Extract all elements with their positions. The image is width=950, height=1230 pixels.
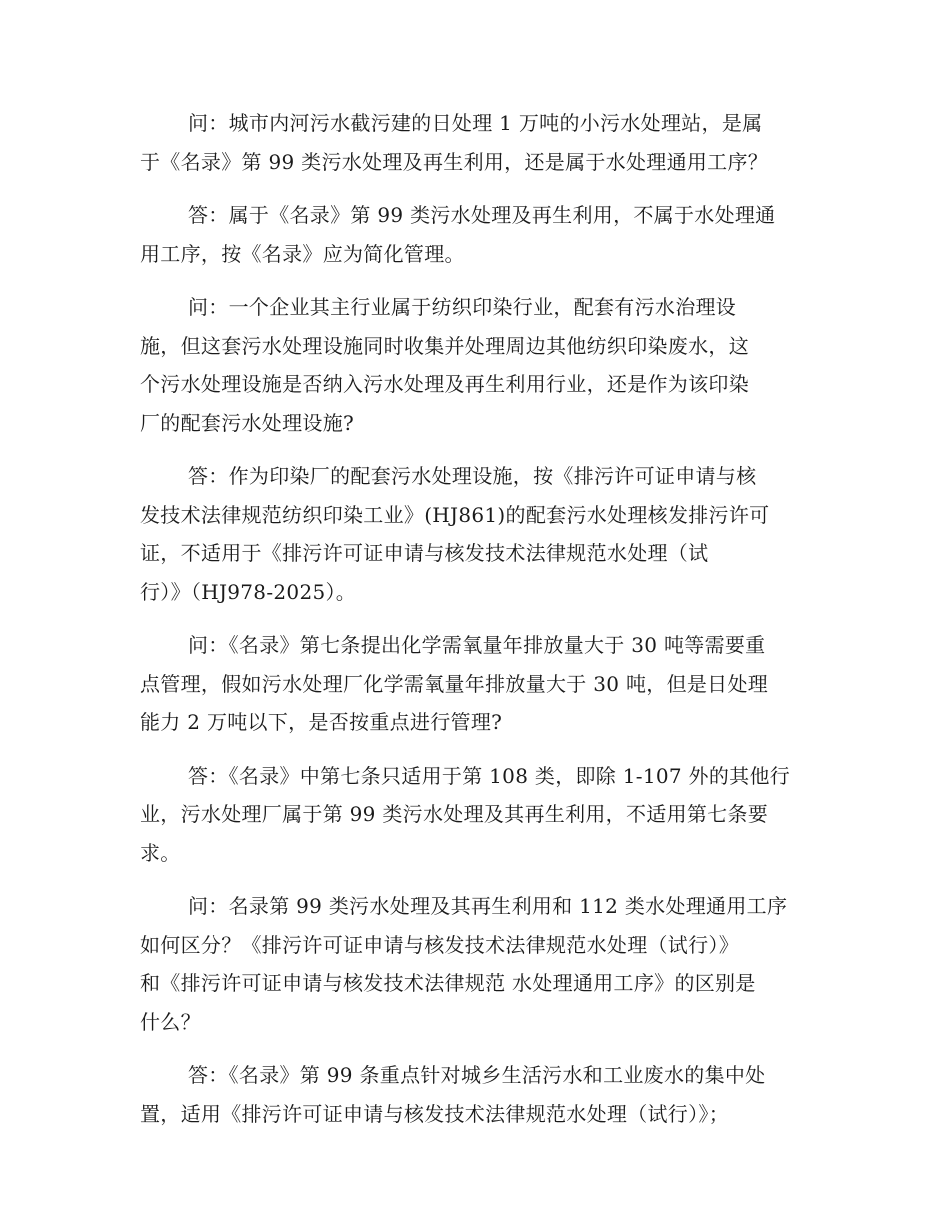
qa-question-1 <box>140 104 812 181</box>
paragraph-line: 于《名录》第 99 类污水处理及再生利用，还是属于水处理通用工序？ <box>140 149 769 174</box>
paragraph-line: 用工序，按《名录》应为简化管理。 <box>140 241 465 266</box>
qa-question-3 <box>140 626 812 742</box>
paragraph-line: 问：城市内河污水截污建的日处理 1 万吨的小污水处理站，是属 <box>188 111 763 135</box>
paragraph-line: 什么？ <box>140 1009 201 1034</box>
qa-answer-4 <box>140 1056 812 1133</box>
paragraph-line: 能力 2 万吨以下，是否按重点进行管理? <box>140 710 503 734</box>
paragraph-line: 和《排污许可证申请与核发技术法律规范 水处理通用工序》的区别是 <box>140 971 756 995</box>
paragraph-line: 厂的配套污水处理设施? <box>140 410 355 435</box>
paragraph-line: 问：《名录》第七条提出化学需氧量年排放量大于 30 吨等需要重 <box>188 633 766 657</box>
qa-answer-2 <box>140 457 812 611</box>
qa-question-4 <box>140 887 812 1041</box>
qa-question-2 <box>140 288 812 442</box>
paragraph-line: 如何区分？《排污许可证申请与核发技术法律规范水处理（试行）》 <box>140 932 739 957</box>
paragraph-line: 发技术法律规范纺织印染工业》(HJ861)的配套污水处理核发排污许可 <box>140 502 770 527</box>
paragraph-line: 问：名录第 99 类污水处理及其再生利用和 112 类水处理通用工序 <box>188 894 788 918</box>
qa-answer-1 <box>140 196 812 273</box>
paragraph-line: 问：一个企业其主行业属于纺织印染行业，配套有污水治理设 <box>188 295 737 319</box>
paragraph-line: 个污水处理设施是否纳入污水处理及再生利用行业，还是作为该印染 <box>140 372 749 396</box>
paragraph-line: 答：《名录》第 99 条重点针对城乡生活污水和工业废水的集中处 <box>188 1063 766 1087</box>
paragraph-line: 业，污水处理厂属于第 99 类污水处理及其再生利用，不适用第七条要 <box>140 802 769 826</box>
paragraph-line: 证，不适用于《排污许可证申请与核发技术法律规范水处理（试 <box>140 541 709 565</box>
paragraph-line: 答：作为印染厂的配套污水处理设施，按《排污许可证申请与核 <box>188 464 757 488</box>
paragraph-line: 答：《名录》中第七条只适用于第 108 类，即除 1-107 外的其他行 <box>188 763 791 788</box>
paragraph-line: 答：属于《名录》第 99 类污水处理及再生利用，不属于水处理通 <box>188 203 776 227</box>
paragraph-line: 求。 <box>140 840 181 865</box>
paragraph-line: 置，适用《排污许可证申请与核发技术法律规范水处理（试行）》； <box>140 1101 729 1126</box>
paragraph-line: 点管理，假如污水处理厂化学需氧量年排放量大于 30 吨，但是日处理 <box>140 671 769 696</box>
qa-answer-3 <box>140 757 812 873</box>
paragraph-line: 施，但这套污水处理设施同时收集并处理周边其他纺织印染废水，这 <box>140 333 749 358</box>
paragraph-line: 行）》（HJ978-2025）。 <box>140 579 357 604</box>
document-body <box>140 104 812 1148</box>
